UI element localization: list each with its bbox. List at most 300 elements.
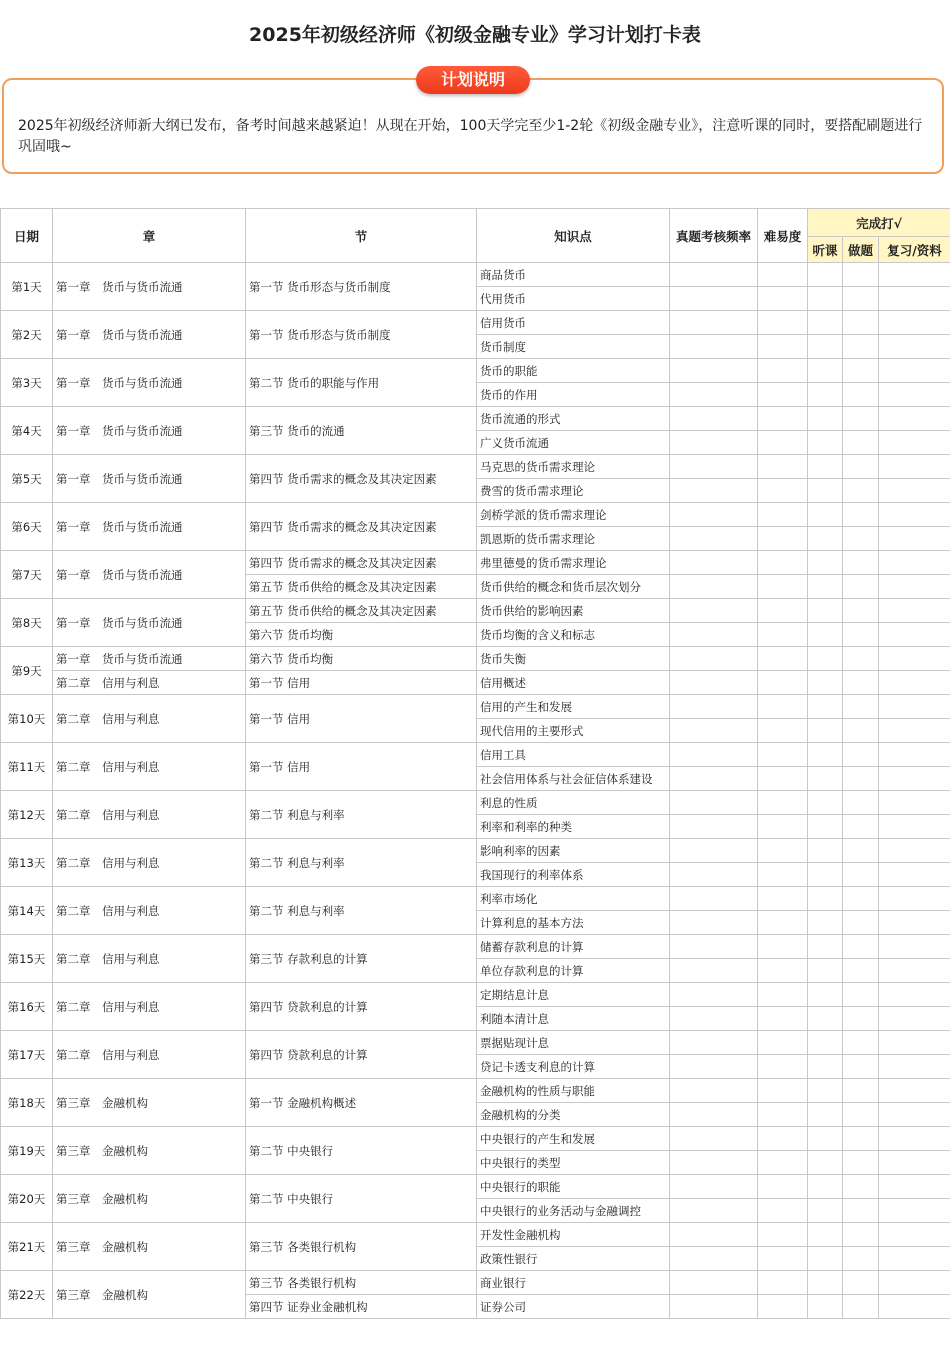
- difficulty-cell: [758, 1295, 808, 1319]
- knowledge-point-cell: 单位存款利息的计算: [477, 959, 670, 983]
- frequency-cell: [670, 263, 758, 287]
- section-cell: 第一节 金融机构概述: [246, 1079, 477, 1127]
- exercise-check-cell[interactable]: [843, 935, 879, 959]
- listen-check-cell[interactable]: [808, 839, 843, 863]
- section-cell: 第一节 信用: [246, 671, 477, 695]
- chapter-cell: 第三章 金融机构: [53, 1079, 246, 1127]
- table-row: [1, 455, 950, 479]
- listen-check-cell[interactable]: [808, 695, 843, 719]
- study-plan-table: [0, 208, 950, 1319]
- difficulty-cell: [758, 647, 808, 671]
- listen-check-cell[interactable]: [808, 1175, 843, 1199]
- section-cell: 第五节 货币供给的概念及其决定因素: [246, 599, 477, 623]
- listen-check-cell[interactable]: [808, 863, 843, 887]
- review-check-cell[interactable]: [879, 1079, 950, 1103]
- plan-badge: 计划说明: [416, 66, 530, 94]
- difficulty-cell: [758, 767, 808, 791]
- table-row: [1, 407, 950, 431]
- section-cell: 第四节 贷款利息的计算: [246, 1031, 477, 1079]
- review-check-cell[interactable]: [879, 1031, 950, 1055]
- chapter-cell: 第一章 货币与货币流通: [53, 263, 246, 311]
- day-label: 第20天: [1, 1175, 53, 1223]
- section-cell: 第二节 货币的职能与作用: [246, 359, 477, 407]
- knowledge-point-cell: 利随本清计息: [477, 1007, 670, 1031]
- chapter-cell: 第一章 货币与货币流通: [53, 407, 246, 455]
- review-check-cell[interactable]: [879, 791, 950, 815]
- table-row: [1, 1127, 950, 1151]
- frequency-cell: [670, 1007, 758, 1031]
- review-check-cell[interactable]: [879, 359, 950, 383]
- section-cell: 第四节 贷款利息的计算: [246, 983, 477, 1031]
- day-label: 第7天: [1, 551, 53, 599]
- exercise-check-cell[interactable]: [843, 551, 879, 575]
- review-check-cell[interactable]: [879, 383, 950, 407]
- review-check-cell[interactable]: [879, 455, 950, 479]
- frequency-cell: [670, 695, 758, 719]
- table-row: [1, 671, 950, 695]
- chapter-cell: 第三章 金融机构: [53, 1127, 246, 1175]
- difficulty-cell: [758, 623, 808, 647]
- table-row: [1, 839, 950, 863]
- knowledge-point-cell: 我国现行的利率体系: [477, 863, 670, 887]
- knowledge-point-cell: 贷记卡透支利息的计算: [477, 1055, 670, 1079]
- knowledge-point-cell: 中央银行的产生和发展: [477, 1127, 670, 1151]
- review-check-cell[interactable]: [879, 671, 950, 695]
- section-cell: 第二节 利息与利率: [246, 839, 477, 887]
- day-label: 第4天: [1, 407, 53, 455]
- chapter-cell: 第一章 货币与货币流通: [53, 455, 246, 503]
- exercise-check-cell[interactable]: [843, 359, 879, 383]
- review-check-cell[interactable]: [879, 1103, 950, 1127]
- frequency-cell: [670, 551, 758, 575]
- table-row: [1, 551, 950, 575]
- review-check-cell[interactable]: [879, 959, 950, 983]
- table-row: [1, 1175, 950, 1199]
- section-cell: 第四节 证券业金融机构: [246, 1295, 477, 1319]
- section-cell: 第一节 货币形态与货币制度: [246, 311, 477, 359]
- listen-check-cell[interactable]: [808, 767, 843, 791]
- section-cell: 第三节 存款利息的计算: [246, 935, 477, 983]
- difficulty-cell: [758, 1247, 808, 1271]
- exercise-check-cell[interactable]: [843, 1151, 879, 1175]
- review-check-cell[interactable]: [879, 935, 950, 959]
- knowledge-point-cell: 中央银行的职能: [477, 1175, 670, 1199]
- exercise-check-cell[interactable]: [843, 743, 879, 767]
- frequency-cell: [670, 815, 758, 839]
- knowledge-point-cell: 货币供给的概念和货币层次划分: [477, 575, 670, 599]
- listen-check-cell[interactable]: [808, 551, 843, 575]
- knowledge-point-cell: 商业银行: [477, 1271, 670, 1295]
- review-check-cell[interactable]: [879, 911, 950, 935]
- review-check-cell[interactable]: [879, 551, 950, 575]
- knowledge-point-cell: 中央银行的业务活动与金融调控: [477, 1199, 670, 1223]
- exercise-check-cell[interactable]: [843, 719, 879, 743]
- listen-check-cell[interactable]: [808, 1055, 843, 1079]
- knowledge-point-cell: 费雪的货币需求理论: [477, 479, 670, 503]
- chapter-cell: 第二章 信用与利息: [53, 839, 246, 887]
- knowledge-point-cell: 计算利息的基本方法: [477, 911, 670, 935]
- knowledge-point-cell: 开发性金融机构: [477, 1223, 670, 1247]
- review-check-cell[interactable]: [879, 767, 950, 791]
- day-label: 第17天: [1, 1031, 53, 1079]
- table-row: [1, 647, 950, 671]
- knowledge-point-cell: 金融机构的性质与职能: [477, 1079, 670, 1103]
- day-label: 第5天: [1, 455, 53, 503]
- exercise-check-cell[interactable]: [843, 815, 879, 839]
- listen-check-cell[interactable]: [808, 815, 843, 839]
- listen-check-cell[interactable]: [808, 887, 843, 911]
- exercise-check-cell[interactable]: [843, 527, 879, 551]
- frequency-cell: [670, 743, 758, 767]
- difficulty-cell: [758, 335, 808, 359]
- listen-check-cell[interactable]: [808, 743, 843, 767]
- section-cell: 第一节 信用: [246, 695, 477, 743]
- frequency-cell: [670, 1127, 758, 1151]
- review-check-cell[interactable]: [879, 287, 950, 311]
- frequency-cell: [670, 719, 758, 743]
- frequency-cell: [670, 359, 758, 383]
- day-label: 第15天: [1, 935, 53, 983]
- day-label: 第10天: [1, 695, 53, 743]
- chapter-cell: 第三章 金融机构: [53, 1175, 246, 1223]
- exercise-check-cell[interactable]: [843, 455, 879, 479]
- review-check-cell[interactable]: [879, 527, 950, 551]
- exercise-check-cell[interactable]: [843, 791, 879, 815]
- exercise-check-cell[interactable]: [843, 623, 879, 647]
- review-check-cell[interactable]: [879, 1199, 950, 1223]
- listen-check-cell[interactable]: [808, 623, 843, 647]
- listen-check-cell[interactable]: [808, 647, 843, 671]
- exercise-check-cell[interactable]: [843, 1247, 879, 1271]
- exercise-check-cell[interactable]: [843, 575, 879, 599]
- difficulty-cell: [758, 1223, 808, 1247]
- review-check-cell[interactable]: [879, 575, 950, 599]
- exercise-check-cell[interactable]: [843, 1103, 879, 1127]
- frequency-cell: [670, 1175, 758, 1199]
- listen-check-cell[interactable]: [808, 431, 843, 455]
- knowledge-point-cell: 货币供给的影响因素: [477, 599, 670, 623]
- exercise-check-cell[interactable]: [843, 1271, 879, 1295]
- review-check-cell[interactable]: [879, 407, 950, 431]
- listen-check-cell[interactable]: [808, 407, 843, 431]
- knowledge-point-cell: 信用工具: [477, 743, 670, 767]
- listen-check-cell[interactable]: [808, 1199, 843, 1223]
- frequency-cell: [670, 455, 758, 479]
- knowledge-point-cell: 广义货币流通: [477, 431, 670, 455]
- chapter-cell: 第一章 货币与货币流通: [53, 647, 246, 671]
- table-row: [1, 1271, 950, 1295]
- chapter-cell: 第一章 货币与货币流通: [53, 359, 246, 407]
- chapter-cell: 第三章 金融机构: [53, 1271, 246, 1319]
- table-row: [1, 599, 950, 623]
- page-title: 2025年初级经济师《初级金融专业》学习计划打卡表: [249, 24, 701, 46]
- table-row: [1, 359, 950, 383]
- knowledge-point-cell: 货币均衡的含义和标志: [477, 623, 670, 647]
- review-check-cell[interactable]: [879, 1271, 950, 1295]
- exercise-check-cell[interactable]: [843, 911, 879, 935]
- frequency-cell: [670, 1247, 758, 1271]
- listen-check-cell[interactable]: [808, 1031, 843, 1055]
- frequency-cell: [670, 335, 758, 359]
- exercise-check-cell[interactable]: [843, 599, 879, 623]
- day-label: 第14天: [1, 887, 53, 935]
- knowledge-point-cell: 弗里德曼的货币需求理论: [477, 551, 670, 575]
- listen-check-cell[interactable]: [808, 983, 843, 1007]
- review-check-cell[interactable]: [879, 719, 950, 743]
- review-check-cell[interactable]: [879, 479, 950, 503]
- exercise-check-cell[interactable]: [843, 263, 879, 287]
- exercise-check-cell[interactable]: [843, 863, 879, 887]
- table-row: [1, 887, 950, 911]
- difficulty-cell: [758, 575, 808, 599]
- difficulty-cell: [758, 791, 808, 815]
- day-label: 第3天: [1, 359, 53, 407]
- exercise-check-cell[interactable]: [843, 1199, 879, 1223]
- chapter-cell: 第二章 信用与利息: [53, 887, 246, 935]
- knowledge-point-cell: 社会信用体系与社会征信体系建设: [477, 767, 670, 791]
- difficulty-cell: [758, 551, 808, 575]
- listen-check-cell[interactable]: [808, 1103, 843, 1127]
- review-check-cell[interactable]: [879, 1007, 950, 1031]
- exercise-check-cell[interactable]: [843, 983, 879, 1007]
- exercise-check-cell[interactable]: [843, 647, 879, 671]
- frequency-cell: [670, 431, 758, 455]
- day-label: 第19天: [1, 1127, 53, 1175]
- knowledge-point-cell: 信用概述: [477, 671, 670, 695]
- difficulty-cell: [758, 1031, 808, 1055]
- exercise-check-cell[interactable]: [843, 1223, 879, 1247]
- difficulty-cell: [758, 743, 808, 767]
- difficulty-cell: [758, 1055, 808, 1079]
- review-check-cell[interactable]: [879, 1223, 950, 1247]
- review-check-cell[interactable]: [879, 815, 950, 839]
- frequency-cell: [670, 983, 758, 1007]
- section-cell: 第六节 货币均衡: [246, 623, 477, 647]
- header-complete: 完成打√: [808, 209, 950, 237]
- exercise-check-cell[interactable]: [843, 1007, 879, 1031]
- review-check-cell[interactable]: [879, 1295, 950, 1319]
- difficulty-cell: [758, 431, 808, 455]
- exercise-check-cell[interactable]: [843, 1127, 879, 1151]
- difficulty-cell: [758, 455, 808, 479]
- listen-check-cell[interactable]: [808, 791, 843, 815]
- review-check-cell[interactable]: [879, 335, 950, 359]
- exercise-check-cell[interactable]: [843, 287, 879, 311]
- frequency-cell: [670, 959, 758, 983]
- listen-check-cell[interactable]: [808, 383, 843, 407]
- difficulty-cell: [758, 1127, 808, 1151]
- exercise-check-cell[interactable]: [843, 503, 879, 527]
- exercise-check-cell[interactable]: [843, 431, 879, 455]
- chapter-cell: 第二章 信用与利息: [53, 1031, 246, 1079]
- exercise-check-cell[interactable]: [843, 839, 879, 863]
- frequency-cell: [670, 623, 758, 647]
- review-check-cell[interactable]: [879, 839, 950, 863]
- listen-check-cell[interactable]: [808, 335, 843, 359]
- frequency-cell: [670, 839, 758, 863]
- exercise-check-cell[interactable]: [843, 1295, 879, 1319]
- frequency-cell: [670, 1055, 758, 1079]
- day-label: 第22天: [1, 1271, 53, 1319]
- section-cell: 第二节 利息与利率: [246, 791, 477, 839]
- listen-check-cell[interactable]: [808, 1127, 843, 1151]
- review-check-cell[interactable]: [879, 1055, 950, 1079]
- header-frequency: 真题考核频率: [670, 209, 758, 263]
- frequency-cell: [670, 503, 758, 527]
- listen-check-cell[interactable]: [808, 1223, 843, 1247]
- frequency-cell: [670, 1271, 758, 1295]
- frequency-cell: [670, 383, 758, 407]
- knowledge-point-cell: 货币的职能: [477, 359, 670, 383]
- chapter-cell: 第二章 信用与利息: [53, 791, 246, 839]
- review-check-cell[interactable]: [879, 983, 950, 1007]
- knowledge-point-cell: 现代信用的主要形式: [477, 719, 670, 743]
- listen-check-cell[interactable]: [808, 263, 843, 287]
- review-check-cell[interactable]: [879, 1151, 950, 1175]
- difficulty-cell: [758, 695, 808, 719]
- frequency-cell: [670, 407, 758, 431]
- listen-check-cell[interactable]: [808, 911, 843, 935]
- difficulty-cell: [758, 311, 808, 335]
- table-row: [1, 695, 950, 719]
- review-check-cell[interactable]: [879, 1127, 950, 1151]
- difficulty-cell: [758, 359, 808, 383]
- section-cell: 第三节 各类银行机构: [246, 1223, 477, 1271]
- frequency-cell: [670, 1223, 758, 1247]
- review-check-cell[interactable]: [879, 647, 950, 671]
- difficulty-cell: [758, 599, 808, 623]
- frequency-cell: [670, 599, 758, 623]
- exercise-check-cell[interactable]: [843, 479, 879, 503]
- section-cell: 第一节 信用: [246, 743, 477, 791]
- exercise-check-cell[interactable]: [843, 383, 879, 407]
- exercise-check-cell[interactable]: [843, 887, 879, 911]
- frequency-cell: [670, 671, 758, 695]
- listen-check-cell[interactable]: [808, 671, 843, 695]
- section-cell: 第五节 货币供给的概念及其决定因素: [246, 575, 477, 599]
- review-check-cell[interactable]: [879, 311, 950, 335]
- chapter-cell: 第一章 货币与货币流通: [53, 599, 246, 647]
- exercise-check-cell[interactable]: [843, 311, 879, 335]
- day-label: 第6天: [1, 503, 53, 551]
- section-cell: 第四节 货币需求的概念及其决定因素: [246, 455, 477, 503]
- listen-check-cell[interactable]: [808, 959, 843, 983]
- day-label: 第18天: [1, 1079, 53, 1127]
- chapter-cell: 第二章 信用与利息: [53, 671, 246, 695]
- review-check-cell[interactable]: [879, 503, 950, 527]
- listen-check-cell[interactable]: [808, 1247, 843, 1271]
- knowledge-point-cell: 利率市场化: [477, 887, 670, 911]
- knowledge-point-cell: 储蓄存款利息的计算: [477, 935, 670, 959]
- exercise-check-cell[interactable]: [843, 1031, 879, 1055]
- listen-check-cell[interactable]: [808, 1271, 843, 1295]
- difficulty-cell: [758, 887, 808, 911]
- listen-check-cell[interactable]: [808, 1295, 843, 1319]
- review-check-cell[interactable]: [879, 695, 950, 719]
- chapter-cell: 第三章 金融机构: [53, 1223, 246, 1271]
- knowledge-point-cell: 货币流通的形式: [477, 407, 670, 431]
- exercise-check-cell[interactable]: [843, 335, 879, 359]
- listen-check-cell[interactable]: [808, 527, 843, 551]
- difficulty-cell: [758, 1175, 808, 1199]
- chapter-cell: 第二章 信用与利息: [53, 983, 246, 1031]
- day-label: 第11天: [1, 743, 53, 791]
- listen-check-cell[interactable]: [808, 359, 843, 383]
- review-check-cell[interactable]: [879, 863, 950, 887]
- table-row: [1, 1223, 950, 1247]
- section-cell: 第四节 货币需求的概念及其决定因素: [246, 551, 477, 575]
- knowledge-point-cell: 信用的产生和发展: [477, 695, 670, 719]
- table-row: [1, 935, 950, 959]
- listen-check-cell[interactable]: [808, 1007, 843, 1031]
- exercise-check-cell[interactable]: [843, 767, 879, 791]
- knowledge-point-cell: 中央银行的类型: [477, 1151, 670, 1175]
- listen-check-cell[interactable]: [808, 503, 843, 527]
- listen-check-cell[interactable]: [808, 479, 843, 503]
- difficulty-cell: [758, 863, 808, 887]
- day-label: 第9天: [1, 647, 53, 695]
- table-row: [1, 1079, 950, 1103]
- difficulty-cell: [758, 407, 808, 431]
- exercise-check-cell[interactable]: [843, 671, 879, 695]
- knowledge-point-cell: 剑桥学派的货币需求理论: [477, 503, 670, 527]
- frequency-cell: [670, 647, 758, 671]
- listen-check-cell[interactable]: [808, 935, 843, 959]
- chapter-cell: 第二章 信用与利息: [53, 695, 246, 743]
- exercise-check-cell[interactable]: [843, 1055, 879, 1079]
- frequency-cell: [670, 935, 758, 959]
- difficulty-cell: [758, 911, 808, 935]
- exercise-check-cell[interactable]: [843, 407, 879, 431]
- listen-check-cell[interactable]: [808, 599, 843, 623]
- listen-check-cell[interactable]: [808, 455, 843, 479]
- listen-check-cell[interactable]: [808, 575, 843, 599]
- header-knowledge-point: 知识点: [477, 209, 670, 263]
- listen-check-cell[interactable]: [808, 719, 843, 743]
- chapter-cell: 第一章 货币与货币流通: [53, 311, 246, 359]
- listen-check-cell[interactable]: [808, 311, 843, 335]
- difficulty-cell: [758, 815, 808, 839]
- exercise-check-cell[interactable]: [843, 1175, 879, 1199]
- listen-check-cell[interactable]: [808, 1151, 843, 1175]
- review-check-cell[interactable]: [879, 431, 950, 455]
- exercise-check-cell[interactable]: [843, 1079, 879, 1103]
- difficulty-cell: [758, 1151, 808, 1175]
- listen-check-cell[interactable]: [808, 1079, 843, 1103]
- review-check-cell[interactable]: [879, 263, 950, 287]
- knowledge-point-cell: 利率和利率的种类: [477, 815, 670, 839]
- header-section: 节: [246, 209, 477, 263]
- exercise-check-cell[interactable]: [843, 959, 879, 983]
- review-check-cell[interactable]: [879, 599, 950, 623]
- table-row: [1, 263, 950, 287]
- review-check-cell[interactable]: [879, 1247, 950, 1271]
- review-check-cell[interactable]: [879, 1175, 950, 1199]
- table-row: [1, 311, 950, 335]
- frequency-cell: [670, 887, 758, 911]
- knowledge-point-cell: 货币制度: [477, 335, 670, 359]
- review-check-cell[interactable]: [879, 887, 950, 911]
- chapter-cell: 第二章 信用与利息: [53, 743, 246, 791]
- chapter-cell: 第一章 货币与货币流通: [53, 503, 246, 551]
- frequency-cell: [670, 575, 758, 599]
- day-label: 第21天: [1, 1223, 53, 1271]
- review-check-cell[interactable]: [879, 743, 950, 767]
- table-row: [1, 743, 950, 767]
- listen-check-cell[interactable]: [808, 287, 843, 311]
- exercise-check-cell[interactable]: [843, 695, 879, 719]
- review-check-cell[interactable]: [879, 623, 950, 647]
